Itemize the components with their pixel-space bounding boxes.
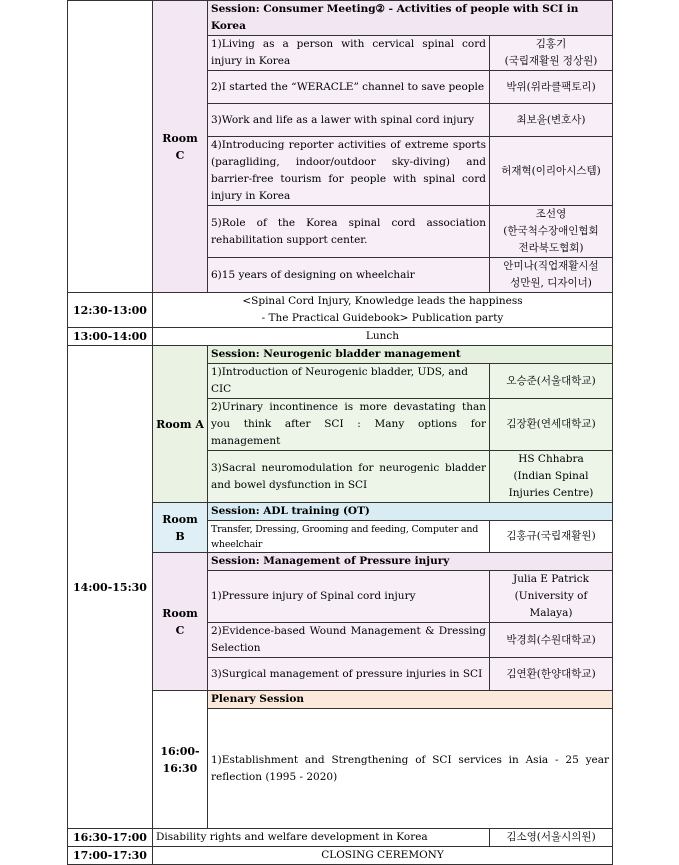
talk-title: 3)Work and life as a lawer with spinal cord injury bbox=[208, 104, 490, 137]
time-slot: 17:00-17:30 bbox=[68, 847, 153, 865]
speaker: 김홍기 (국립재활원 정상원) bbox=[490, 36, 613, 71]
time-slot: 13:00-14:00 bbox=[68, 328, 153, 346]
closing-ceremony: CLOSING CEREMONY bbox=[153, 847, 613, 865]
speaker: 김소영(서울시의원) bbox=[490, 829, 613, 847]
speaker: 조선영 (한국척수장애인협회 전라북도협회) bbox=[490, 206, 613, 258]
session-title: Session: Management of Pressure injury bbox=[208, 553, 613, 571]
speaker: HS Chhabra (Indian Spinal Injuries Centre) bbox=[490, 451, 613, 503]
talk-title: 4)Introducing reporter activities of extreme sports (paragliding, indoor/outdoor sky-diving) and barrier-free tourism for people with spinal cord injury in Korea bbox=[208, 137, 490, 206]
time-slot: 16:00-16:30 bbox=[153, 691, 208, 829]
talk-title: 1)Introduction of Neurogenic bladder, UDS, and CIC bbox=[208, 364, 490, 399]
time-slot: 16:30-17:00 bbox=[68, 829, 153, 847]
session-title: Session: ADL training (OT) bbox=[208, 503, 613, 521]
talk-title: 3)Sacral neuromodulation for neurogenic bladder and bowel dysfunction in SCI bbox=[208, 451, 490, 503]
talk-title: 3)Surgical management of pressure injuries in SCI bbox=[208, 658, 490, 691]
lunch-label: Lunch bbox=[153, 328, 613, 346]
time-cell-empty bbox=[68, 1, 153, 293]
speaker: 김연환(한양대학교) bbox=[490, 658, 613, 691]
room-label: Room B bbox=[153, 503, 208, 553]
talk-title: 1)Pressure injury of Spinal cord injury bbox=[208, 571, 490, 623]
talk-title: 2)Evidence-based Wound Management & Dressing Selection bbox=[208, 623, 490, 658]
room-label: Room C bbox=[153, 1, 208, 293]
time-slot: 14:00-15:30 bbox=[68, 346, 153, 829]
talk-title: Transfer, Dressing, Grooming and feeding, Computer and wheelchair bbox=[208, 521, 490, 553]
talk-title: 6)15 years of designing on wheelchair bbox=[208, 258, 490, 293]
room-label: Room A bbox=[153, 346, 208, 503]
speaker: 박경희(수원대학교) bbox=[490, 623, 613, 658]
talk-title: 2)Urinary incontinence is more devastating than you think after SCI : Many options for management bbox=[208, 399, 490, 451]
speaker: 김홍규(국립재활원) bbox=[490, 521, 613, 553]
speaker: 김장환(연세대학교) bbox=[490, 399, 613, 451]
talk-title: 1)Living as a person with cervical spinal cord injury in Korea bbox=[208, 36, 490, 71]
talk-title: 5)Role of the Korea spinal cord association rehabilitation support center. bbox=[208, 206, 490, 258]
speaker: 최보윤(변호사) bbox=[490, 104, 613, 137]
session-title: Session: Neurogenic bladder management bbox=[208, 346, 613, 364]
program-table bbox=[67, 0, 613, 865]
speaker: 허재혁(이리아시스템) bbox=[490, 137, 613, 206]
talk-title: 1)Establishment and Strengthening of SCI services in Asia - 25 year reflection (1995 - 2020) bbox=[208, 709, 613, 829]
speaker: 안미나(직업재활시설 성만원, 디자이너) bbox=[490, 258, 613, 293]
speaker: 박위(위라클팩토리) bbox=[490, 71, 613, 104]
talk-title: 2)I started the “WERACLE” channel to save people bbox=[208, 71, 490, 104]
time-slot: 12:30-13:00 bbox=[68, 293, 153, 328]
talk-title: Disability rights and welfare development in Korea bbox=[153, 829, 490, 847]
session-title: Session: Consumer Meeting② - Activities of people with SCI in Korea bbox=[208, 1, 613, 36]
speaker: Julia E Patrick (University of Malaya) bbox=[490, 571, 613, 623]
room-label: Room C bbox=[153, 553, 208, 691]
speaker: 오승준(서울대학교) bbox=[490, 364, 613, 399]
session-title: Plenary Session bbox=[208, 691, 613, 709]
publication-party: <Spinal Cord Injury, Knowledge leads the happiness - The Practical Guidebook> Publication party bbox=[153, 293, 613, 328]
